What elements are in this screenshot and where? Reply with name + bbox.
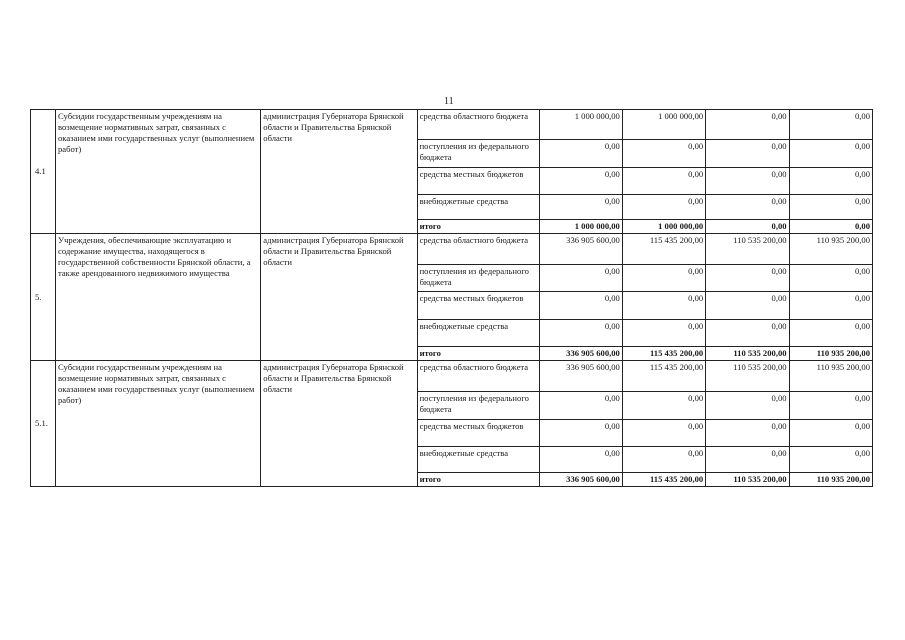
amount-cell: 0,00 <box>539 392 622 420</box>
amount-cell: 0,00 <box>789 420 872 447</box>
amount-cell: 0,00 <box>622 195 705 220</box>
responsible-org: администрация Губернатора Брянской области и Правительства Брянской области <box>261 110 417 234</box>
amount-cell: 1 000 000,00 <box>622 220 705 234</box>
amount-cell: 0,00 <box>539 168 622 195</box>
funding-source: итого <box>417 473 539 487</box>
funding-source: средства областного бюджета <box>417 110 539 140</box>
section-name: Учреждения, обеспечивающие эксплуатацию и содержание имущества, находящегося в государственной собственности Брянской области, а также арендованного недвижимого имущества <box>56 234 261 361</box>
responsible-org: администрация Губернатора Брянской области и Правительства Брянской области <box>261 361 417 487</box>
amount-cell: 0,00 <box>789 168 872 195</box>
amount-cell: 0,00 <box>622 140 705 168</box>
table-row <box>31 361 873 392</box>
amount-cell: 0,00 <box>706 420 789 447</box>
amount-cell: 0,00 <box>539 265 622 292</box>
amount-cell: 1 000 000,00 <box>622 110 705 140</box>
amount-cell: 0,00 <box>622 392 705 420</box>
amount-cell: 0,00 <box>706 140 789 168</box>
funding-source: поступления из федерального бюджета <box>417 392 539 420</box>
amount-cell: 0,00 <box>622 168 705 195</box>
amount-cell: 0,00 <box>539 420 622 447</box>
amount-cell: 0,00 <box>539 292 622 320</box>
amount-cell: 0,00 <box>539 447 622 473</box>
amount-cell: 0,00 <box>622 447 705 473</box>
funding-source: внебюджетные средства <box>417 195 539 220</box>
funding-source: поступления из федерального бюджета <box>417 140 539 168</box>
amount-cell: 0,00 <box>622 265 705 292</box>
funding-source: средства местных бюджетов <box>417 420 539 447</box>
page-number: 11 <box>444 96 454 107</box>
amount-cell: 0,00 <box>706 220 789 234</box>
budget-table-body <box>31 110 873 487</box>
budget-table <box>30 109 873 487</box>
amount-cell: 115 435 200,00 <box>622 361 705 392</box>
amount-cell: 115 435 200,00 <box>622 473 705 487</box>
section-name: Субсидии государственным учреждениям на возмещение нормативных затрат, связанных с оказанием ими государственных услуг (выполнением работ) <box>56 361 261 487</box>
amount-cell: 0,00 <box>789 265 872 292</box>
amount-cell: 0,00 <box>539 195 622 220</box>
amount-cell: 0,00 <box>622 420 705 447</box>
section-number: 5. <box>31 234 56 361</box>
amount-cell: 110 535 200,00 <box>706 347 789 361</box>
amount-cell: 0,00 <box>789 110 872 140</box>
section-number: 5.1. <box>31 361 56 487</box>
amount-cell: 0,00 <box>789 392 872 420</box>
amount-cell: 0,00 <box>789 195 872 220</box>
amount-cell: 0,00 <box>706 392 789 420</box>
amount-cell: 0,00 <box>539 320 622 347</box>
funding-source: итого <box>417 347 539 361</box>
amount-cell: 0,00 <box>789 447 872 473</box>
amount-cell: 336 905 600,00 <box>539 361 622 392</box>
amount-cell: 0,00 <box>789 320 872 347</box>
amount-cell: 0,00 <box>706 110 789 140</box>
section-number: 4.1 <box>31 110 56 234</box>
amount-cell: 336 905 600,00 <box>539 473 622 487</box>
amount-cell: 0,00 <box>706 292 789 320</box>
amount-cell: 336 905 600,00 <box>539 347 622 361</box>
amount-cell: 0,00 <box>539 140 622 168</box>
amount-cell: 110 935 200,00 <box>789 234 872 265</box>
amount-cell: 110 535 200,00 <box>706 361 789 392</box>
amount-cell: 115 435 200,00 <box>622 347 705 361</box>
amount-cell: 0,00 <box>706 447 789 473</box>
funding-source: средства местных бюджетов <box>417 168 539 195</box>
amount-cell: 110 535 200,00 <box>706 473 789 487</box>
amount-cell: 110 535 200,00 <box>706 234 789 265</box>
table-row <box>31 234 873 265</box>
amount-cell: 0,00 <box>622 320 705 347</box>
funding-source: итого <box>417 220 539 234</box>
amount-cell: 0,00 <box>789 140 872 168</box>
funding-source: внебюджетные средства <box>417 320 539 347</box>
amount-cell: 110 935 200,00 <box>789 473 872 487</box>
amount-cell: 110 935 200,00 <box>789 347 872 361</box>
funding-source: поступления из федерального бюджета <box>417 265 539 292</box>
amount-cell: 0,00 <box>789 292 872 320</box>
amount-cell: 0,00 <box>706 195 789 220</box>
section-name: Субсидии государственным учреждениям на возмещение нормативных затрат, связанных с оказанием ими государственных услуг (выполнением работ) <box>56 110 261 234</box>
funding-source: средства областного бюджета <box>417 361 539 392</box>
table-row <box>31 110 873 140</box>
amount-cell: 1 000 000,00 <box>539 220 622 234</box>
amount-cell: 0,00 <box>622 292 705 320</box>
amount-cell: 336 905 600,00 <box>539 234 622 265</box>
funding-source: средства областного бюджета <box>417 234 539 265</box>
amount-cell: 0,00 <box>706 168 789 195</box>
amount-cell: 0,00 <box>706 265 789 292</box>
amount-cell: 0,00 <box>706 320 789 347</box>
responsible-org: администрация Губернатора Брянской области и Правительства Брянской области <box>261 234 417 361</box>
funding-source: средства местных бюджетов <box>417 292 539 320</box>
amount-cell: 1 000 000,00 <box>539 110 622 140</box>
amount-cell: 0,00 <box>789 220 872 234</box>
amount-cell: 115 435 200,00 <box>622 234 705 265</box>
funding-source: внебюджетные средства <box>417 447 539 473</box>
amount-cell: 110 935 200,00 <box>789 361 872 392</box>
